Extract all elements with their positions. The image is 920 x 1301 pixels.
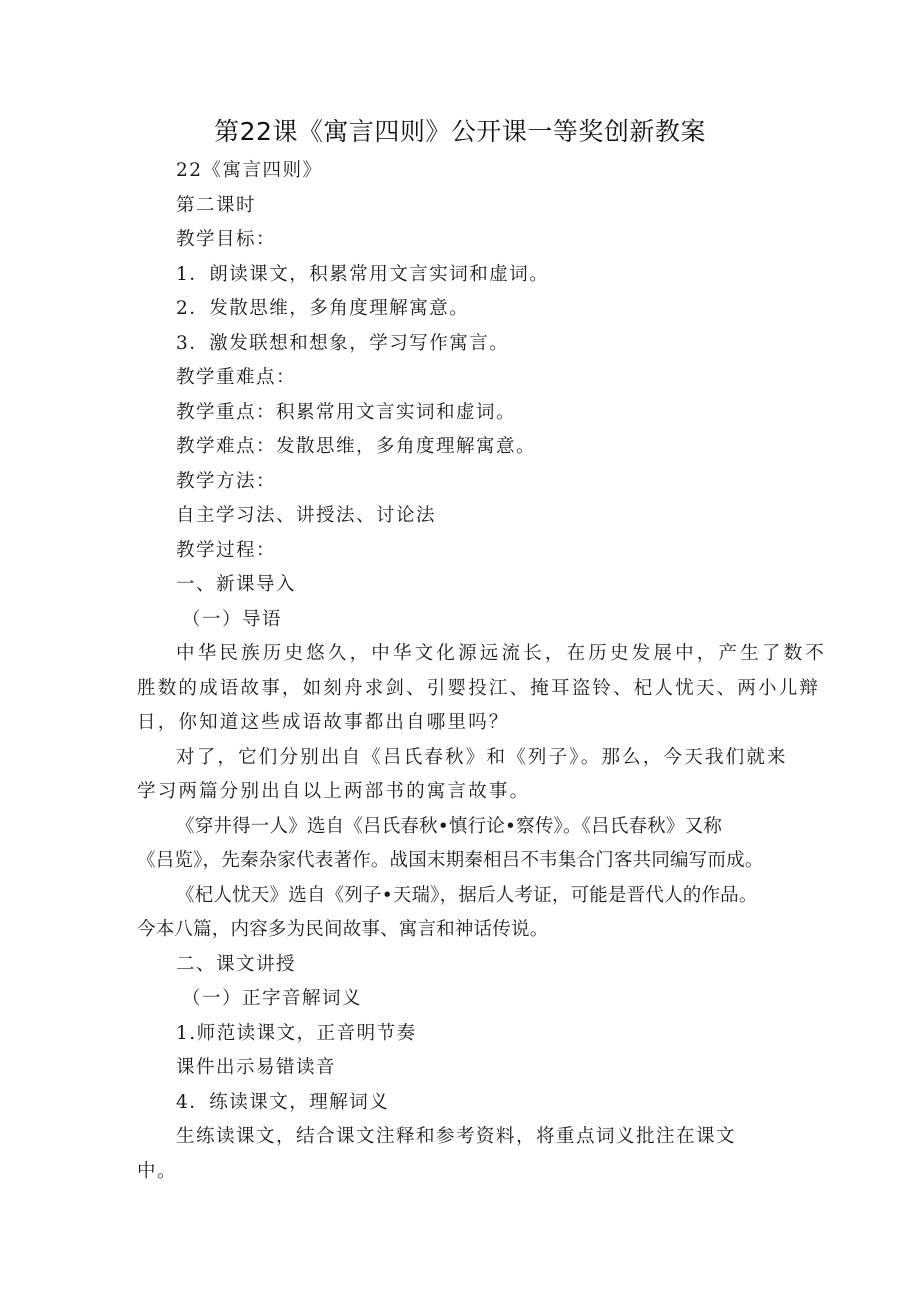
text-line: 一、新课导入	[176, 574, 297, 595]
text-line: 日，你知道这些成语故事都出自哪里吗？	[137, 712, 510, 733]
text-line: 自主学习法、讲授法、讨论法	[176, 505, 437, 526]
text-line: 教学方法：	[176, 471, 277, 492]
text-line: 4．练读课文，理解词义	[176, 1092, 390, 1113]
text-line: 今本八篇，内容多为民间故事、寓言和神话传说。	[137, 919, 549, 940]
document-title: 第22课《寓言四则》公开课一等奖创新教案	[214, 117, 706, 146]
text-line: 中华民族历史悠久，中华文化源远流长，在历史发展中，产生了数不	[176, 643, 828, 664]
text-line: 教学目标：	[176, 229, 277, 250]
text-line: （一）正字音解词义	[182, 988, 363, 1009]
text-line: 教学重难点：	[176, 367, 297, 388]
text-line: 中。	[137, 1161, 178, 1182]
text-line: 教学过程：	[176, 540, 277, 561]
text-line: 1.师范读课文，正音明节奏	[176, 1023, 417, 1044]
text-line: 生练读课文，结合课文注释和参考资料，将重点词义批注在课文	[176, 1126, 737, 1147]
text-line: （一）导语	[182, 609, 283, 630]
text-line: 1．朗读课文，积累常用文言实词和虚词。	[176, 264, 550, 285]
text-line: 《吕览》，先秦杂家代表著作。战国末期秦相吕不韦集合门客共同编写而成。	[137, 850, 764, 871]
text-line: 22《寓言四则》	[176, 160, 323, 181]
text-line: 胜数的成语故事，如刻舟求剑、引婴投江、掩耳盗铃、杞人忧天、两小儿辩	[137, 678, 821, 699]
text-line: 《杞人忧天》选自《列子•天瑞》，据后人考证，可能是晋代人的作品。	[176, 885, 758, 906]
text-line: 对了，它们分别出自《吕氏春秋》和《列子》。那么，今天我们就来	[176, 747, 788, 768]
text-line: 课件出示易错读音	[176, 1057, 337, 1078]
text-line: 3．激发联想和想象，学习写作寓言。	[176, 333, 510, 354]
text-line: 《穿井得一人》选自《吕氏春秋•慎行论•察传》。《吕氏春秋》又称	[176, 816, 723, 837]
text-line: 教学难点：发散思维，多角度理解寓意。	[176, 436, 537, 457]
text-line: 2．发散思维，多角度理解寓意。	[176, 298, 470, 319]
text-line: 第二课时	[176, 195, 257, 216]
text-line: 学习两篇分别出自以上两部书的寓言故事。	[137, 781, 531, 802]
text-line: 二、课文讲授	[176, 954, 297, 975]
text-line: 教学重点：积累常用文言实词和虚词。	[176, 402, 517, 423]
